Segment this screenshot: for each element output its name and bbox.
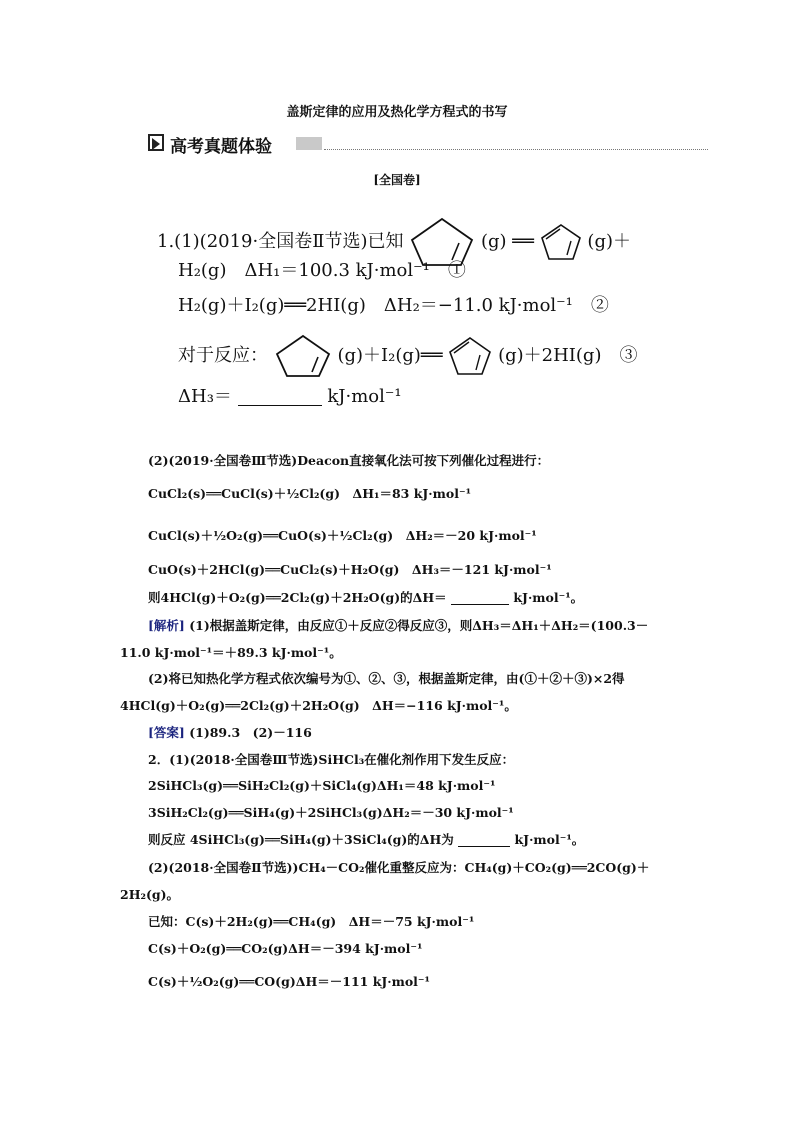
q2-eq1: 2SiHCl₃(g)══SiH₂Cl₂(g)＋SiCl₄(g)ΔH₁＝48 kJ·mol⁻¹ xyxy=(148,778,496,793)
q1-line5 xyxy=(178,388,402,406)
analysis-text1: (1)根据盖斯定律，由反应①＋反应②得反应③，则ΔH₃＝ΔH₁＋ΔH₂＝(100.3－ xyxy=(189,618,649,633)
banner-label: 高考真题体验 xyxy=(170,137,272,157)
q1-line1-g: (g) xyxy=(480,231,507,252)
q2-known2: C(s)＋O₂(g)══CO₂(g)ΔH＝－394 kJ·mol⁻¹ xyxy=(148,941,423,956)
analysis-line4: 4HCl(g)＋O₂(g)══2Cl₂(g)＋2H₂O(g) ΔH＝−116 kJ·mol⁻¹。 xyxy=(120,698,517,713)
analysis-line1 xyxy=(148,620,648,633)
q1-2-ask xyxy=(148,592,583,605)
q1-line5-unit: kJ·mol⁻¹ xyxy=(327,386,402,407)
q1-line4-suffix: (g)＋2HI(g) ③ xyxy=(498,345,638,366)
q1-line2: H₂(g) ΔH₁＝100.3 kJ·mol⁻¹ ① xyxy=(178,260,466,281)
analysis-line3: (2)将已知热化学方程式依次编号为①、②、③，根据盖斯定律，由(①＋②＋③)×2得 xyxy=(148,671,625,686)
q2-ask-unit: kJ·mol⁻¹。 xyxy=(514,832,585,847)
q1-line4-prefix: 对于反应： xyxy=(178,345,268,366)
banner-divider xyxy=(324,149,708,150)
answer-blank[interactable] xyxy=(458,836,510,847)
analysis-line2: 11.0 kJ·mol⁻¹＝＋89.3 kJ·mol⁻¹。 xyxy=(120,645,342,660)
q2-p2-line1: (2)(2018·全国卷Ⅱ节选))CH₄－CO₂催化重整反应为：CH₄(g)＋CO₂(g)══2CO(g)＋ xyxy=(148,860,650,875)
analysis-tag: [解析] xyxy=(148,618,185,633)
section-banner xyxy=(148,133,708,157)
q2-ask-prefix: 则反应 4SiHCl₃(g)══SiH₄(g)＋3SiCl₄(g)的ΔH为 xyxy=(148,832,454,847)
q2-known1: 已知：C(s)＋2H₂(g)══CH₄(g) ΔH＝－75 kJ·mol⁻¹ xyxy=(148,914,475,929)
answer-blank[interactable] xyxy=(451,594,509,605)
answer-tag: [答案] xyxy=(148,725,185,740)
section-heading: [全国卷] xyxy=(373,173,421,187)
q2-intro: 2．(1)(2018·全国卷Ⅲ节选)SiHCl₃在催化剂作用下发生反应： xyxy=(148,752,515,767)
banner-bar xyxy=(296,137,322,150)
q1-2-eq1: CuCl₂(s)══CuCl(s)＋½Cl₂(g) ΔH₁＝83 kJ·mol⁻¹ xyxy=(148,486,472,501)
page-title: 盖斯定律的应用及热化学方程式的书写 xyxy=(286,105,508,120)
q1-line4-mid: (g)＋I₂(g)══ xyxy=(337,345,443,366)
cyclopentadiene-icon xyxy=(448,336,492,376)
answer-text: (1)89.3 (2)－116 xyxy=(189,725,312,740)
q1-2-ask-unit: kJ·mol⁻¹。 xyxy=(513,590,584,605)
q2-p2-line2: 2H₂(g)。 xyxy=(120,887,180,902)
q1-line1-suffix: (g)＋ xyxy=(587,231,631,252)
q1-line3: H₂(g)＋I₂(g)══2HI(g) ΔH₂＝−11.0 kJ·mol⁻¹ ② xyxy=(178,295,609,316)
q2-eq2: 3SiH₂Cl₂(g)══SiH₄(g)＋2SiHCl₃(g)ΔH₂＝－30 kJ·mol⁻¹ xyxy=(148,805,514,820)
q1-2-ask-prefix: 则4HCl(g)＋O₂(g)══2Cl₂(g)＋2H₂O(g)的ΔH＝ xyxy=(148,590,447,605)
play-icon xyxy=(148,134,164,151)
q2-known3: C(s)＋½O₂(g)══CO(g)ΔH＝－111 kJ·mol⁻¹ xyxy=(148,974,431,989)
cyclopentene-icon xyxy=(274,333,332,379)
answer-blank[interactable] xyxy=(238,393,322,406)
q1-2-intro: (2)(2019·全国卷Ⅲ节选)Deacon直接氧化法可按下列催化过程进行： xyxy=(148,453,550,468)
q2-ask xyxy=(148,834,584,847)
q1-line5-prefix: ΔH₃＝ xyxy=(178,386,232,407)
q1-2-eq2: CuCl(s)＋½O₂(g)══CuO(s)＋½Cl₂(g) ΔH₂＝－20 kJ·mol⁻¹ xyxy=(148,528,537,543)
q1-line4 xyxy=(178,333,637,379)
q1-line1-prefix: 1.(1)(2019·全国卷Ⅱ节选)已知 xyxy=(157,231,404,252)
q1-2-eq3: CuO(s)＋2HCl(g)══CuCl₂(s)＋H₂O(g) ΔH₃＝－121 kJ·mol⁻¹ xyxy=(148,562,552,577)
reaction-arrow: ══ xyxy=(512,231,534,252)
cyclopentadiene-icon xyxy=(540,223,582,261)
answer-line xyxy=(148,727,312,740)
